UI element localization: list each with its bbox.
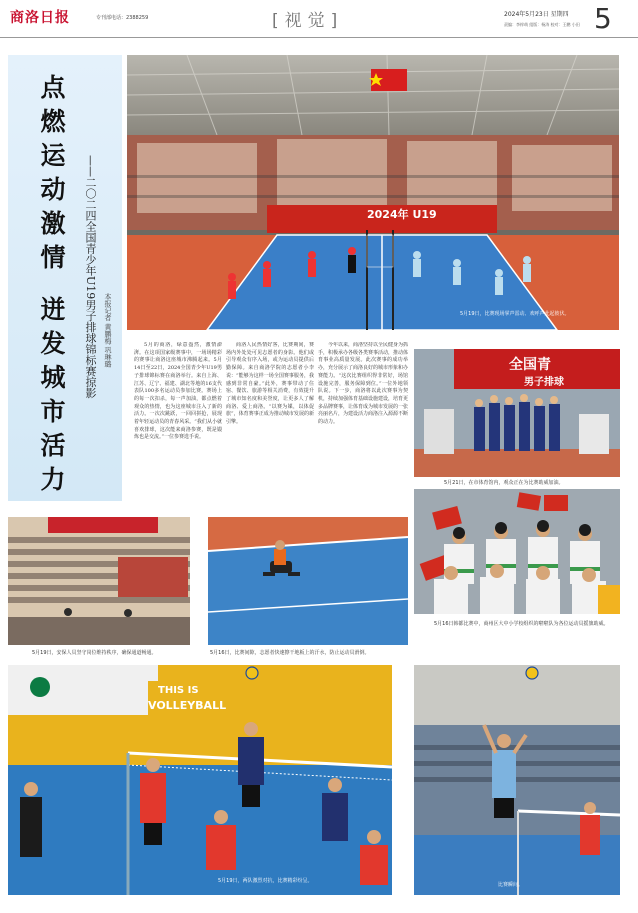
article-column-2: 商洛人民热情好客，比赛期间，赛场内外处处可见志愿者的身影。他们或引导观众有序入场，或为运动员提供后勤保障。来自商洛学院的志愿者小李说：“能够为这样一场全国赛事服务，我感到非常自豪。”此外，赛事带动了住宿、餐饮、旅游等相关消费，有效提升了城市知名度和美誉度，让更多人了解商洛、爱上商洛。“以赛为媒，以体促旅”，体育赛事正成为推动城市发展的新引擎。 — [226, 342, 314, 426]
headline-char: 活 — [40, 431, 66, 460]
headline-char: 情 — [40, 243, 66, 272]
spike-photo — [8, 665, 392, 895]
team-photo — [414, 349, 620, 477]
headline-char: 运 — [40, 141, 66, 170]
crowd-illustration — [8, 517, 190, 645]
headline-char: 点 — [40, 73, 66, 102]
banner-text-right-2: 男子排球 — [524, 377, 564, 388]
section-title: [视觉] — [272, 11, 344, 31]
banner-text-top: 2024年 U19 — [367, 208, 437, 221]
crowd-photo — [8, 517, 190, 645]
floor-photo — [208, 517, 408, 645]
team-illustration — [414, 349, 620, 477]
jump-photo-caption: 比赛瞬间。 — [498, 882, 524, 888]
headline-char: 激 — [40, 209, 66, 238]
spike-photo-caption: 5月19日，两队激烈对抗，比赛精彩纷呈。 — [218, 878, 313, 884]
students-photo — [414, 489, 620, 614]
article-column-1: 5月的商洛，绿意盎然，激情澎湃。在这项国家级赛事中，一场场精彩的赛事让商洛这座城市沸腾起来。5月14日至22日，2024全国青少年U19男子排球锦标赛在商洛举行。来自上海、江苏、辽宁、福建、湖北等地的16支代表队100多名运动员参加比赛。赛场上的每一次扣杀，每一声加油，都点燃着观众的热情，也为这座城市注入了新的活力。一次次跳跃，一回回拼抢，展现着年轻运动员的青春风采。“我们从小就喜欢排球，这次能来商洛参赛，既是锻炼也是交流。”一位参赛选手说。 — [134, 342, 222, 441]
article-column-3: 今年以来，商洛坚持以全民健身为抓手，积极承办各级各类赛事活动，推动体育事业高质量发展。此次赛事的成功举办，充分展示了商洛良好的城市形象和办赛能力。“这次比赛组织得非常好，场馆设施完善，服务保障到位。”一位外地领队说。下一步，商洛将以此次赛事为契机，持续加强体育基础设施建设，培育更多品牌赛事，让体育成为城市发展的一张亮丽名片，为建设活力商洛注入源源不断的动力。 — [318, 342, 408, 426]
floor-photo-caption: 5月16日，比赛间隙，志愿者快速擦干地板上的汗水，防止运动员滑倒。 — [210, 650, 370, 656]
banner-text-right-1: 全国青 — [509, 357, 551, 373]
headline-char: 城 — [40, 363, 66, 392]
headline-subtitle: ——二〇二四全国青少年U19男子排球锦标赛掠影 — [84, 155, 97, 399]
headline-panel — [8, 55, 122, 501]
editor-credits: 责编：李梓萌 组版：杨涛 校对：王鹏 小田 — [504, 22, 580, 27]
hotline-text: 专刊部电话：2388259 — [96, 15, 149, 21]
arena-photo — [127, 55, 619, 330]
arena-illustration — [127, 55, 619, 330]
crowd-photo-caption: 5月19日，安保人员坚守岗位维持秩序，确保通道畅通。 — [32, 650, 157, 656]
team-photo-caption: 5月21日，在市体育馆内，观众正在为比赛助威加油。 — [444, 480, 564, 486]
students-illustration — [414, 489, 620, 614]
byline: 本报记者 黄鹏梅 巩琳璐 — [104, 293, 112, 368]
floor-illustration — [208, 517, 408, 645]
jump-photo — [414, 665, 620, 895]
students-photo-caption: 5月16日韩都比赛中，商州区大中小学校组织的啦啦队为各位运动员摇旗助威。 — [434, 621, 609, 627]
jump-illustration — [414, 665, 620, 895]
banner-text-bl-2: VOLLEYBALL — [148, 699, 227, 712]
headline-char: 燃 — [40, 107, 66, 136]
page-number: 5 — [594, 2, 612, 35]
issue-date: 2024年5月23日 星期四 — [504, 11, 569, 18]
spike-illustration — [8, 665, 392, 895]
main-photo-caption: 5月19日，比赛现场掌声雷动、欢呼声此起彼伏。 — [460, 311, 570, 317]
headline-char: 力 — [40, 465, 66, 494]
headline-char: 发 — [40, 329, 66, 358]
newspaper-logo: 商洛日报 — [10, 10, 70, 26]
headline-char: 市 — [40, 397, 66, 426]
headline-char: 迸 — [40, 295, 66, 324]
banner-text-bl-1: THIS IS — [158, 685, 199, 696]
headline-char: 动 — [40, 175, 66, 204]
